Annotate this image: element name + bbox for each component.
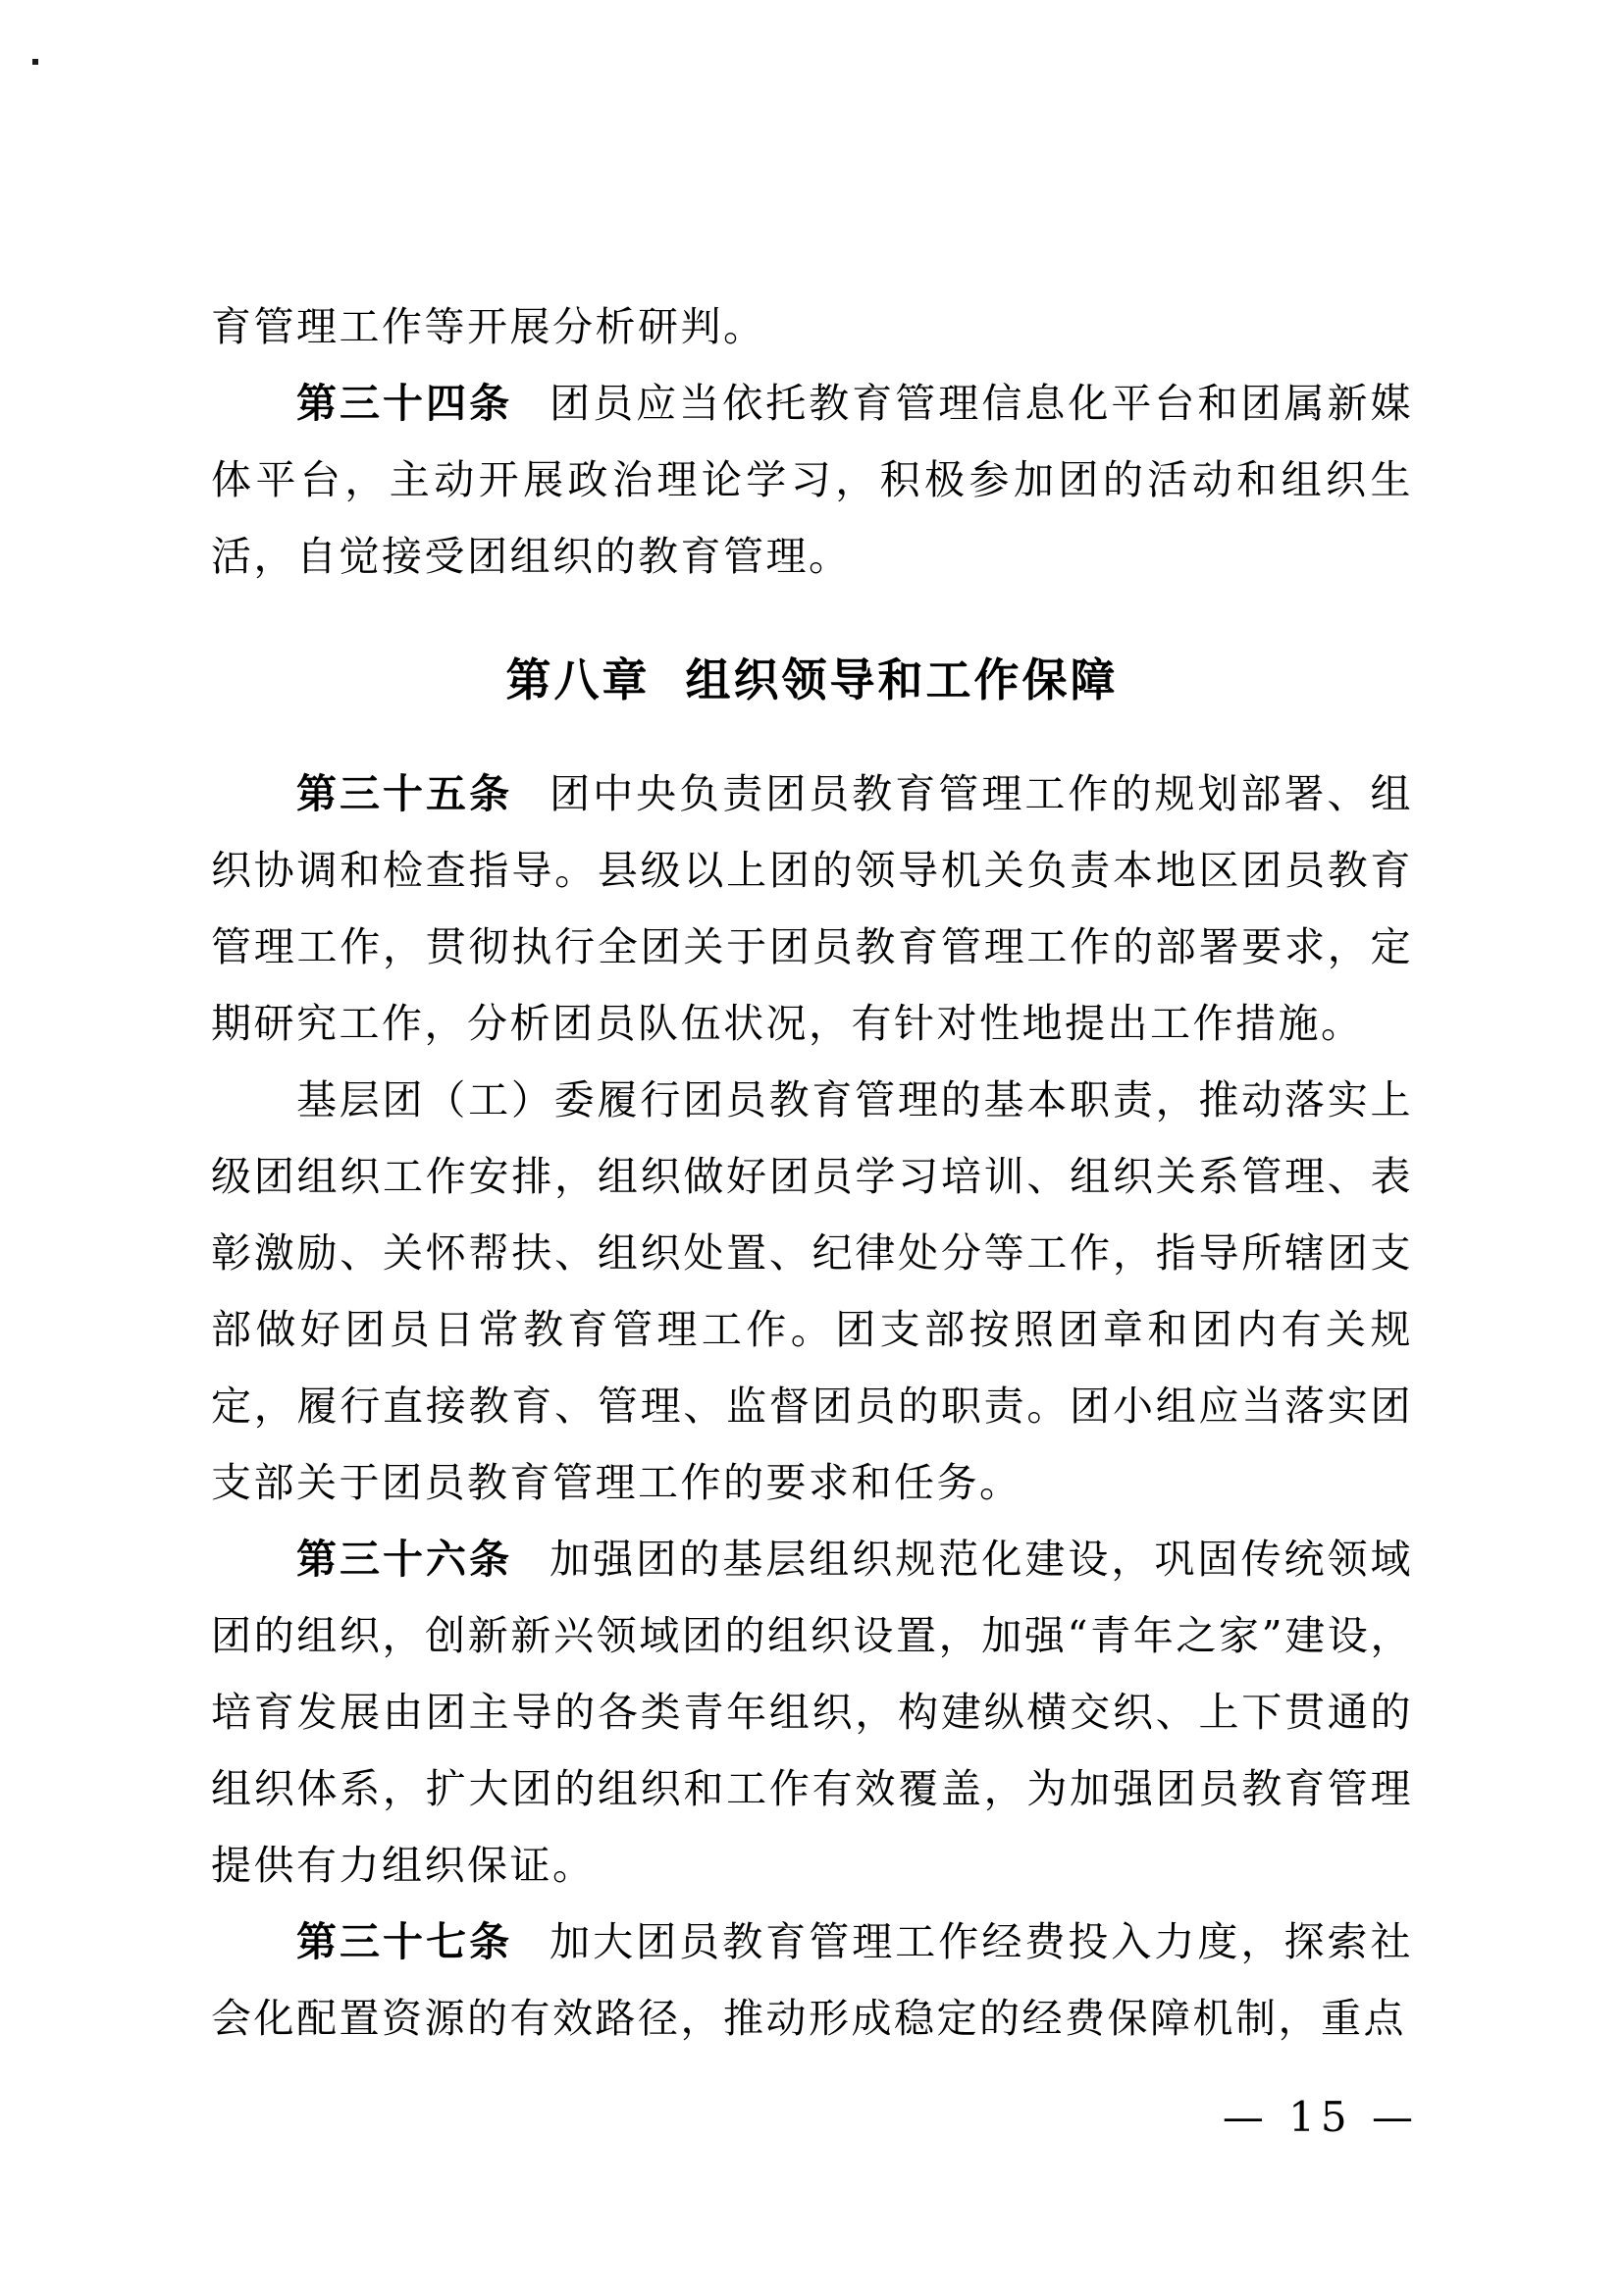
article-35-text: 团中央负责团员教育管理工作的规划部署、组织协调和检查指导。县级以上团的领导机关负责本地区团员教育管理工作，贯彻执行全团关于团员教育管理工作的部署要求，定期研究工作，分析团员队伍状况，有针对性地提出工作措施。	[211, 770, 1414, 1047]
scan-artifact-dot	[32, 59, 38, 65]
article-37-label: 第三十七条	[296, 1918, 513, 1965]
article-36-text: 加强团的基层组织规范化建设，巩固传统领域团的组织，创新新兴领域团的组织设置，加强“青年之家”建设，培育发展由团主导的各类青年组织，构建纵横交织、上下贯通的组织体系，扩大团的组织和工作有效覆盖，为加强团员教育管理提供有力组织保证。	[211, 1536, 1414, 1889]
paragraph-continuation: 育管理工作等开展分析研判。	[211, 303, 766, 350]
chapter-number: 第八章	[505, 653, 651, 706]
article-36-label: 第三十六条	[296, 1536, 513, 1583]
document-body	[211, 288, 1413, 2057]
article-37-text: 加大团员教育管理工作经费投入力度，探索社会化配置资源的有效路径，推动形成稳定的经费保障机制，重点	[211, 1918, 1414, 2042]
article-34-paragraph	[211, 365, 1413, 595]
grassroots-committee-paragraph: 基层团（工）委履行团员教育管理的基本职责，推动落实上级团组织工作安排，组织做好团员学习培训、组织关系管理、表彰激励、关怀帮扶、组织处置、纪律处分等工作，指导所辖团支部做好团员日常教育管理工作。团支部按照团章和团内有关规定，履行直接教育、管理、监督团员的职责。团小组应当落实团支部关于团员教育管理工作的要求和任务。	[211, 1076, 1413, 1506]
article-37-paragraph	[211, 1904, 1413, 2057]
chapter-heading	[211, 642, 1413, 718]
page-number: — 15 —	[1222, 2093, 1419, 2141]
chapter-title: 组织领导和工作保障	[685, 653, 1119, 706]
article-34-text: 团员应当依托教育管理信息化平台和团属新媒体平台，主动开展政治理论学习，积极参加团的活动和组织生活，自觉接受团组织的教育管理。	[211, 380, 1414, 580]
article-34-label: 第三十四条	[296, 380, 513, 427]
article-35-paragraph	[211, 756, 1413, 1062]
article-36-paragraph	[211, 1521, 1413, 1904]
article-35-label: 第三十五条	[296, 770, 513, 817]
